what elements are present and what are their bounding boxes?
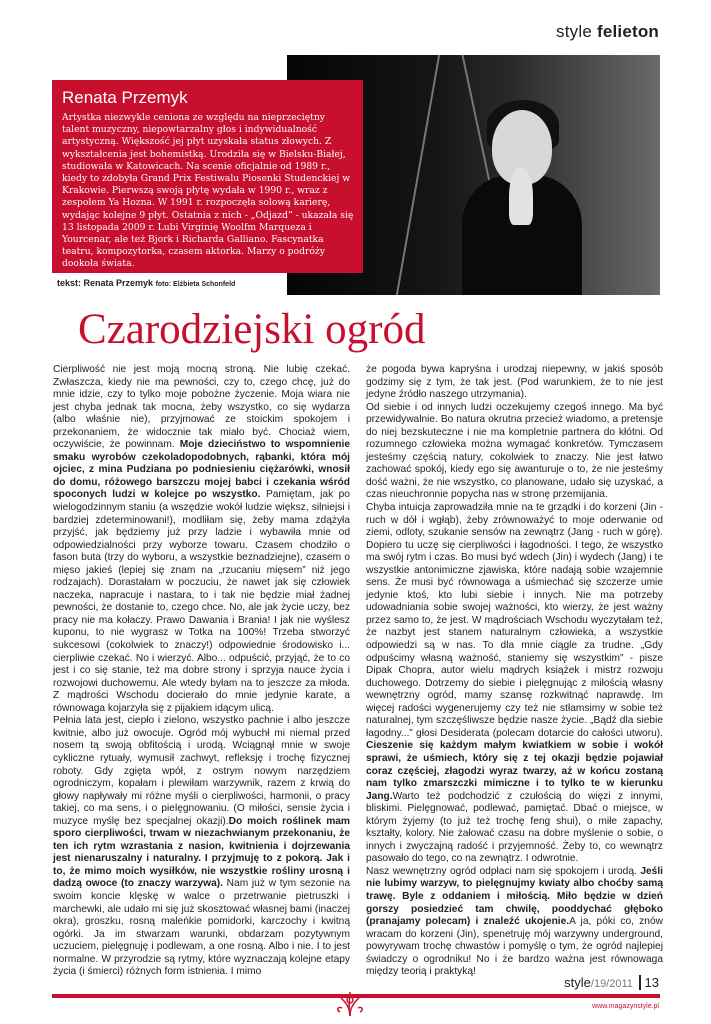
- bold-passage: Do moich roślinek mam sporo cierpliwości, trwam w niezachwianym przekonaniu, że ten ich rytm wzrastania z nasion, kwitnienia i dojrzewania jest nienaruszalny i naturalny. I przyjmuję to z pokorą. Jak i to, że mimo moich wysiłków, nie wszystkie rośliny urosną i dadzą owoce (to znaczy warzywa).: [53, 815, 350, 890]
- body-text: że pogoda bywa kapryśna i urodzaj niepewny, w jakiś sposób godzimy się z tym, że tak jest. (Pod warunkiem, że to nie jest jedyne źródło naszego utrzymania).: [366, 364, 663, 401]
- footer-website: www.magazynstyle.pl: [592, 1003, 659, 1010]
- credit-line: [57, 278, 235, 288]
- footer-issue: /19/2011: [590, 978, 633, 990]
- page-info: [564, 975, 659, 990]
- body-text: Cierpliwość nie jest moją mocną stroną. Nie lubię czekać. Zwłaszcza, kiedy nie ma pewności, czy to, czego chcę, już do mnie idzie, czy to tylko moje pobożne życzenie. Moja wiara nie jest chyba jednak tak mocna, żeby wszystko, co się wydarza (albo właśnie nie), przyjmować ze stoickim spokojem i przekonaniem, że widocznie tak miało być. Chociaż wiem, oczywiście, że powinnam.: [53, 364, 350, 451]
- section-label: [556, 22, 659, 42]
- section-label-light: style: [556, 22, 593, 41]
- bio-name: Renata Przemyk: [62, 88, 188, 107]
- bold-passage: Jeśli nie lubimy warzyw, to pielęgnujmy kwiaty albo choćby samą trawę. Byle z oddaniem i miłością. Miło będzie w dzień gorszy posiedzieć tam chwilę, pooddychać głęboko (pranajamy polecam) i znaleźć ukojenie.: [366, 865, 663, 928]
- section-label-bold: felieton: [596, 22, 659, 41]
- article-column-left: [53, 364, 350, 979]
- page-number: 13: [639, 975, 659, 990]
- floral-ornament-icon: [330, 990, 370, 1018]
- bio-box: [52, 80, 363, 273]
- body-text: Nasz wewnętrzny ogród odpłaci nam się spokojem i urodą.: [366, 865, 641, 877]
- body-text: Pamiętam, jak po wielogodzinnym staniu (a wszędzie wokół ludzie większ, silniejsi i bardziej zdeterminowani!), modliłam się, żeby mama zdążyła przyjść, jak będziemy już przy ladzie i wybawiła mnie od odpowiedzialności przy wyborze towaru. Czasem chodziło o fason buta (trzy do wyboru, a wszystkie beznadziejne), czasem o mięso jakieś (lepiej się znam na „rzucaniu mięsem” niż jego rodzajach). Dorastałam w poczuciu, że nawet jak się człowiek naczeka, napracuje i nastara, to i tak nie będzie miał żadnej pewności, że dostanie to, czego chce. No, ale jak życie uczy, bez pracy nie ma kołaczy. Prawo Dawania i Brania! I jak nie wyślesz kuponu, to nie wygrasz w Totka na 100%! Trzeba stworzyć sukcesowi (cokolwiek to znaczy!) odpowiednie środowisko i... cierpliwie czekać. No i wierzyć. Albo... odpuścić, przyjąć, że to co jest i co się stanie, też ma dobre strony i sprzyja nauce życia i rozwojowi duchowemu. Ale wtedy byłam na to jeszcze za młoda. Z mądrości Wschodu docierało do mnie jedynie karate, a równowaga kojarzyła się z pijakiem idącym ulicą.: [53, 489, 350, 714]
- bold-passage: Cieszenie się każdym małym kwiatkiem w sobie i wokół sprawi, że uśmiech, który się z tej okazji będzie pojawiał coraz częściej, złagodzi wyraz twarzy, aż w końcu zostaną nam tylko zmarszczki mimiczne i to tylko te w kierunku Jang.: [366, 740, 663, 802]
- article-title: Czarodziejski ogród: [78, 306, 426, 353]
- body-text: Warto też podchodzić z czułością do więzi z innymi, bliskimi. Pielęgnować, podlewać, pamiętać. Dbać o miejsce, w którym żyjemy (to już też trochę feng shui), o miłe zapachy, kształty, kolory. Nie żałować czasu na dobre myślenie o sobie, o innych i zwyczajną radość i przyjemność. Żeby to, co wewnątrz pasowało do tego, co na zewnątrz. I odwrotnie.: [366, 790, 663, 865]
- body-text: Chyba intuicja zaprowadziła mnie na te grządki i do korzeni (Jin - ruch w dół i wgłąb), żeby zrównoważyć to moje oderwanie od ziemi, odloty, szukanie sensów na zewnątrz (Jang - ruch w górę). Dopiero tu uczę się cierpliwości i łagodności. I tego, że wszystko ma swój rytm i czas. Bo musi być wdech (Jin) i wydech (Jang) i te wszystkie antonimiczne zjawiska, które nadają sobie wzajemnie sens. Że musi być równowaga a uśmiechać się szczerze umie jedynie ktoś, kto lubi siebie i innych. Nie ma potrzeby udowadniania sobie swojej ważności, kto wierzy, że jest ważny przez samo to, że jest. W mądrościach Wschodu wyczytałam też, że nazbyt jest stanem naturalnym człowieka, a wszystkie odpowiedzi są w nas. To dla mnie ciągle za trudne. „Gdy odpuścimy własną ważność, staniemy się wszystkim” - pisze Dipak Chopra, autor wielu mądrych książek i mistrz rozwoju duchowego. Dotrzemy do siebie i pielęgnując z miłością własny wewnętrzny ogród, mamy szansę rozkwitnąć naprawdę. Im więcej radości wygenerujemy czy też nie stłamsimy w sobie też naturalnej, tym szczęśliwsze będzie nasze życie. „Bądź dla siebie łagodny...” głosi Desiderata (polecam dotarcie do całości utworu).: [366, 502, 663, 739]
- bold-passage: Moje dzieciństwo to wspomnienie smaku wyrobów czekoladopodobnych, rąbanki, która mój ojciec, z mina Pudziana po podniesieniu ciężarówki, wnosił do domu, różowego barszczu mojej babci i czekania wśród spoconych ludzi w kolejce po wszystko.: [53, 439, 350, 501]
- credit-photo: foto: Elżbieta Schonfeld: [155, 281, 236, 288]
- footer-brand: style: [564, 975, 591, 990]
- bio-text: Artystka niezwykle ceniona ze względu na nieprzeciętny talent muzyczny, niepowtarzalny głos i indywidualność artystyczną. Większość jej płyt uzyskała status złowych. Z wykształcenia jest bohemistką. Urodziła się w Bielsku-Białej, studiowała w Katowicach. Na scenie oficjalnie od 1989 r., kiedy to zdobyła Grand Prix Festiwalu Piosenki Studenckiej w Krakowie. Pierwszą swoją płytę wydała w 1990 r., wraz z zespołem Ya Hozna. W 1991 r. rozpoczęła solową karierę, wydając kolejne 9 płyt. Ostatnia z nich - „Odjazd” - ukazała się 13 listopada 2009 r. Lubi Virginię Woolfm Marqueza i Yourcenar, ale też Bjork i Richarda Galliano. Fascynatka teatru, kompozytorka, czasem aktorka. Marzy o podróży dookoła świata.: [62, 112, 354, 270]
- body-text: Nam już w tym sezonie na swoim koncie klęskę w walce o przetrwanie pietruszki i marchewki, ale udało mi się już skosztować własnej bami (inaczej okra), groszku, rosną maleńkie pomidorki, karczochy i kwitną ogórki. Ja im stwarzam warunki, obdarzam pozytywnym uczuciem, pielęgnuję i podlewam, a one rosną. Albo i nie. I to jest normalne. W przyrodzie są rytmy, które wyznaczają kolejne etapy życia (i śmierci) różnych form istnienia. I mimo: [53, 878, 350, 978]
- article-column-right: [366, 364, 663, 979]
- body-text: A ja, póki co, znów wracam do korzeni (Jin), spenetruję mój warzywny underground, powyrywam trochę chwastów i pomyślę o tym, że ogród najlepiej świadczy o ogrodniku! No i że bardzo ważna jest równowaga między teorią i praktyką!: [366, 916, 663, 978]
- body-text: Od siebie i od innych ludzi oczekujemy czegoś innego. Ma być przewidywalnie. Bo natura okrutna przecież wiadomo, a pretensje do niej bezskuteczne i nie ma kompletnie partnera do kłótni. Od rozumnego człowieka można wymagać konkretów. Tymczasem jesteśmy częścią natury, cokolwiek to znaczy. Nie jest łatwo zachować spokój, kiedy ego się awanturuje o to, że nie jesteśmy dość ważni, że nie wszystko, co planowane, udało się uzyskać, a czas nieuchronnie popycha nas w stronę przemijania.: [366, 401, 663, 501]
- credit-author: tekst: Renata Przemyk: [57, 278, 154, 288]
- body-text: Pełnia lata jest, ciepło i zielono, wszystko pachnie i albo jeszcze kwitnie, albo już owocuje. Ogród mój wybuchł mi niemal przed nosem tą swoją obfitością i urodą. Wciągnął mnie w swoje cykliczne rytuały, wymusił zachwyt, refleksję i trochę fizycznej roboty. Gdy zgięta wpół, z ostrym nowym narzędziem ogrodniczym, kopałam i plewiłam warzywnik, razem z krwią do głowy napływały mi różne myśli o cierpliwości, harmonii, o pracy takiej, co ma sens, i o pielęgnowaniu. (O miłości, sensie życia i muzyce myślę bez specjalnej okazji).: [53, 715, 350, 827]
